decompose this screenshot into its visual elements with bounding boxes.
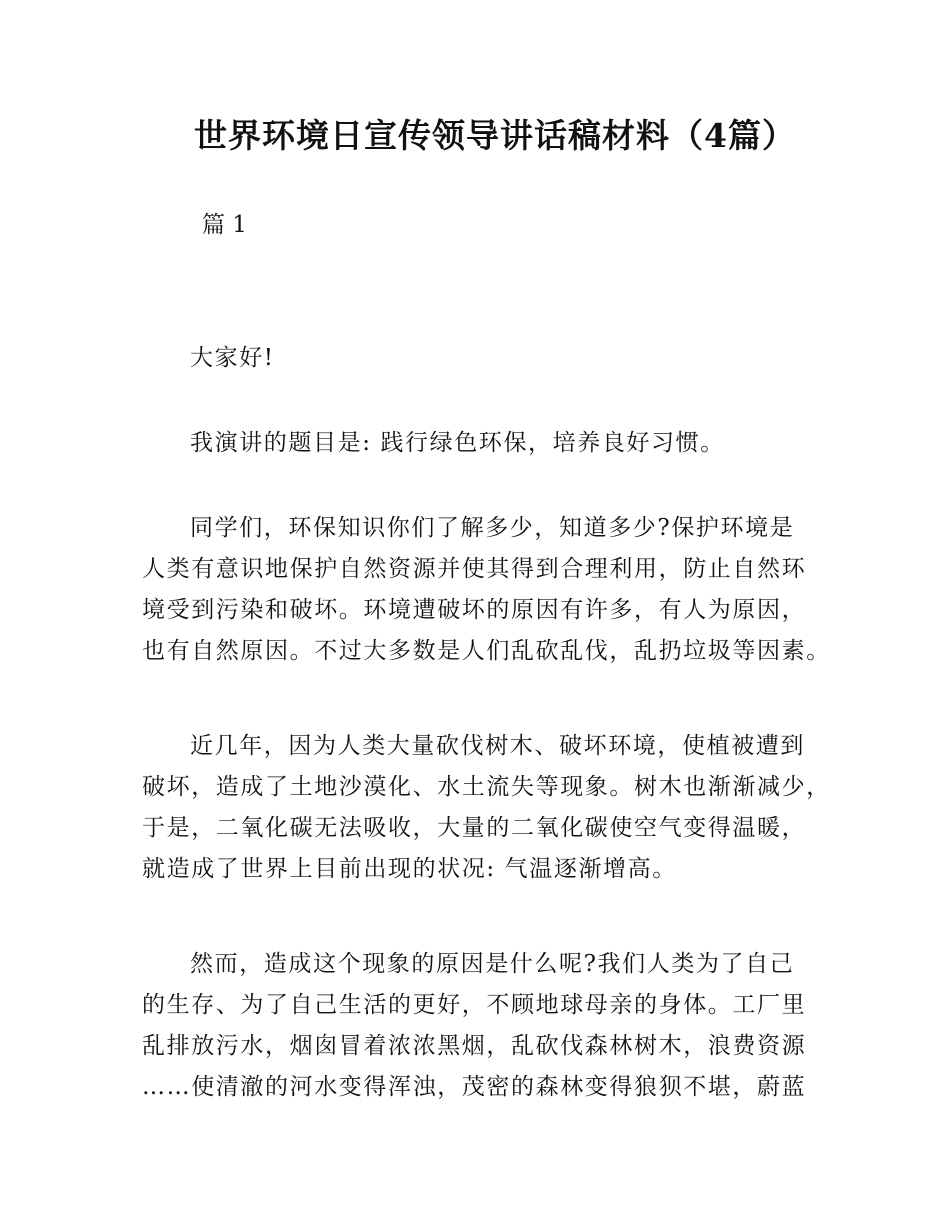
paragraph-line: 就造成了世界上目前出现的状况: 气温逐渐增高。: [142, 856, 677, 882]
topic-paragraph: [142, 423, 832, 464]
topic-text: 我演讲的题目是: 践行绿色环保，培养良好习惯。: [190, 430, 725, 456]
body-paragraph-2: [142, 726, 832, 890]
paragraph-line: 然而，造成这个现象的原因是什么呢?我们人类为了自己: [190, 951, 795, 977]
paragraph-line: 的生存、为了自己生活的更好，不顾地球母亲的身体。工厂里: [142, 992, 807, 1018]
paragraph-line: 人类有意识地保护自然资源并使其得到合理利用，防止自然环: [142, 556, 807, 582]
paragraph-line: 近几年，因为人类大量砍伐树木、破坏环境，使植被遭到: [190, 733, 805, 759]
paragraph-line: 于是，二氧化碳无法吸收，大量的二氧化碳使空气变得温暖，: [142, 815, 807, 841]
paragraph-line: 也有自然原因。不过大多数是人们乱砍乱伐，乱扔垃圾等因素。: [142, 638, 831, 664]
paragraph-line: ……使清澈的河水变得浑浊，茂密的森林变得狼狈不堪，蔚蓝: [142, 1074, 807, 1100]
section-label: 篇 1: [202, 212, 247, 238]
paragraph-line: 境受到污染和破坏。环境遭破坏的原因有许多，有人为原因，: [142, 597, 807, 623]
paragraph-line: 破坏，造成了土地沙漠化、水土流失等现象。树木也渐渐减少，: [142, 774, 831, 800]
greeting-paragraph: [142, 338, 832, 379]
body-paragraph-1: [142, 508, 832, 672]
paragraph-line: 乱排放污水，烟囱冒着浓浓黑烟，乱砍伐森林树木，浪费资源: [142, 1033, 807, 1059]
greeting-text: 大家好!: [190, 345, 275, 371]
body-paragraph-3: [142, 944, 832, 1108]
document-title: 世界环境日宣传领导讲话稿材料（4篇）: [194, 116, 796, 155]
paragraph-line: 同学们，环保知识你们了解多少，知道多少?保护环境是: [190, 515, 795, 541]
